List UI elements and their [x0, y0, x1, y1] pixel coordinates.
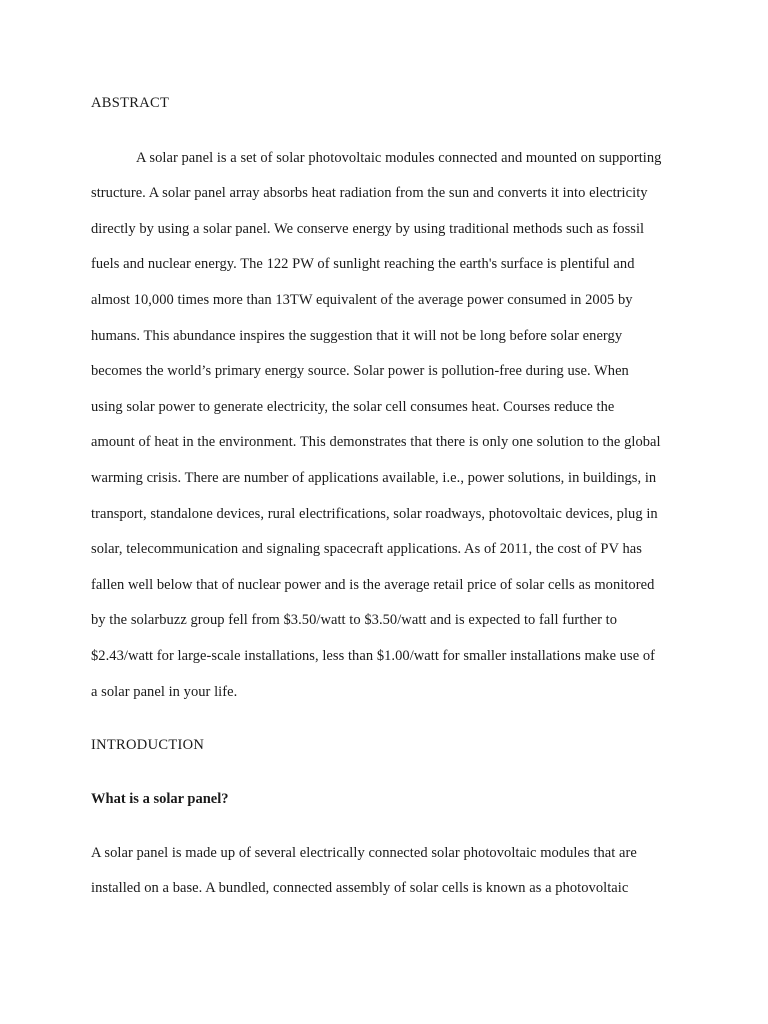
abstract-line: using solar power to generate electricity, the solar cell consumes heat. Courses reduce the — [91, 399, 615, 415]
abstract-line: transport, standalone devices, rural electrifications, solar roadways, photovoltaic devices, plug in — [91, 506, 658, 522]
abstract-line: fuels and nuclear energy. The 122 PW of sunlight reaching the earth's surface is plentiful and — [91, 256, 635, 272]
abstract-line: A solar panel is a set of solar photovoltaic modules connected and mounted on supporting — [136, 150, 662, 166]
abstract-line: amount of heat in the environment. This demonstrates that there is only one solution to the global — [91, 434, 661, 450]
introduction-line: A solar panel is made up of several electrically connected solar photovoltaic modules that are — [91, 845, 637, 861]
introduction-heading: INTRODUCTION — [91, 737, 205, 753]
abstract-line: structure. A solar panel array absorbs heat radiation from the sun and converts it into electricity — [91, 185, 648, 201]
abstract-line: humans. This abundance inspires the suggestion that it will not be long before solar energy — [91, 328, 623, 344]
abstract-line: almost 10,000 times more than 13TW equivalent of the average power consumed in 2005 by — [91, 292, 633, 308]
abstract-line: warming crisis. There are number of applications available, i.e., power solutions, in buildings, in — [91, 470, 657, 486]
section-subheading: What is a solar panel? — [91, 791, 229, 807]
abstract-line: solar, telecommunication and signaling spacecraft applications. As of 2011, the cost of PV has — [91, 541, 642, 557]
abstract-line: directly by using a solar panel. We conserve energy by using traditional methods such as fossil — [91, 221, 645, 237]
introduction-line: installed on a base. A bundled, connected assembly of solar cells is known as a photovoltaic — [91, 880, 629, 896]
abstract-line: by the solarbuzz group fell from $3.50/watt to $3.50/watt and is expected to fall further to — [91, 612, 618, 628]
abstract-line: $2.43/watt for large-scale installations, less than $1.00/watt for smaller installations make use of — [91, 648, 656, 664]
abstract-heading: ABSTRACT — [91, 95, 170, 111]
abstract-line: a solar panel in your life. — [91, 684, 238, 700]
abstract-line: becomes the world’s primary energy source. Solar power is pollution-free during use. When — [91, 363, 629, 379]
abstract-line: fallen well below that of nuclear power and is the average retail price of solar cells as monitored — [91, 577, 655, 593]
